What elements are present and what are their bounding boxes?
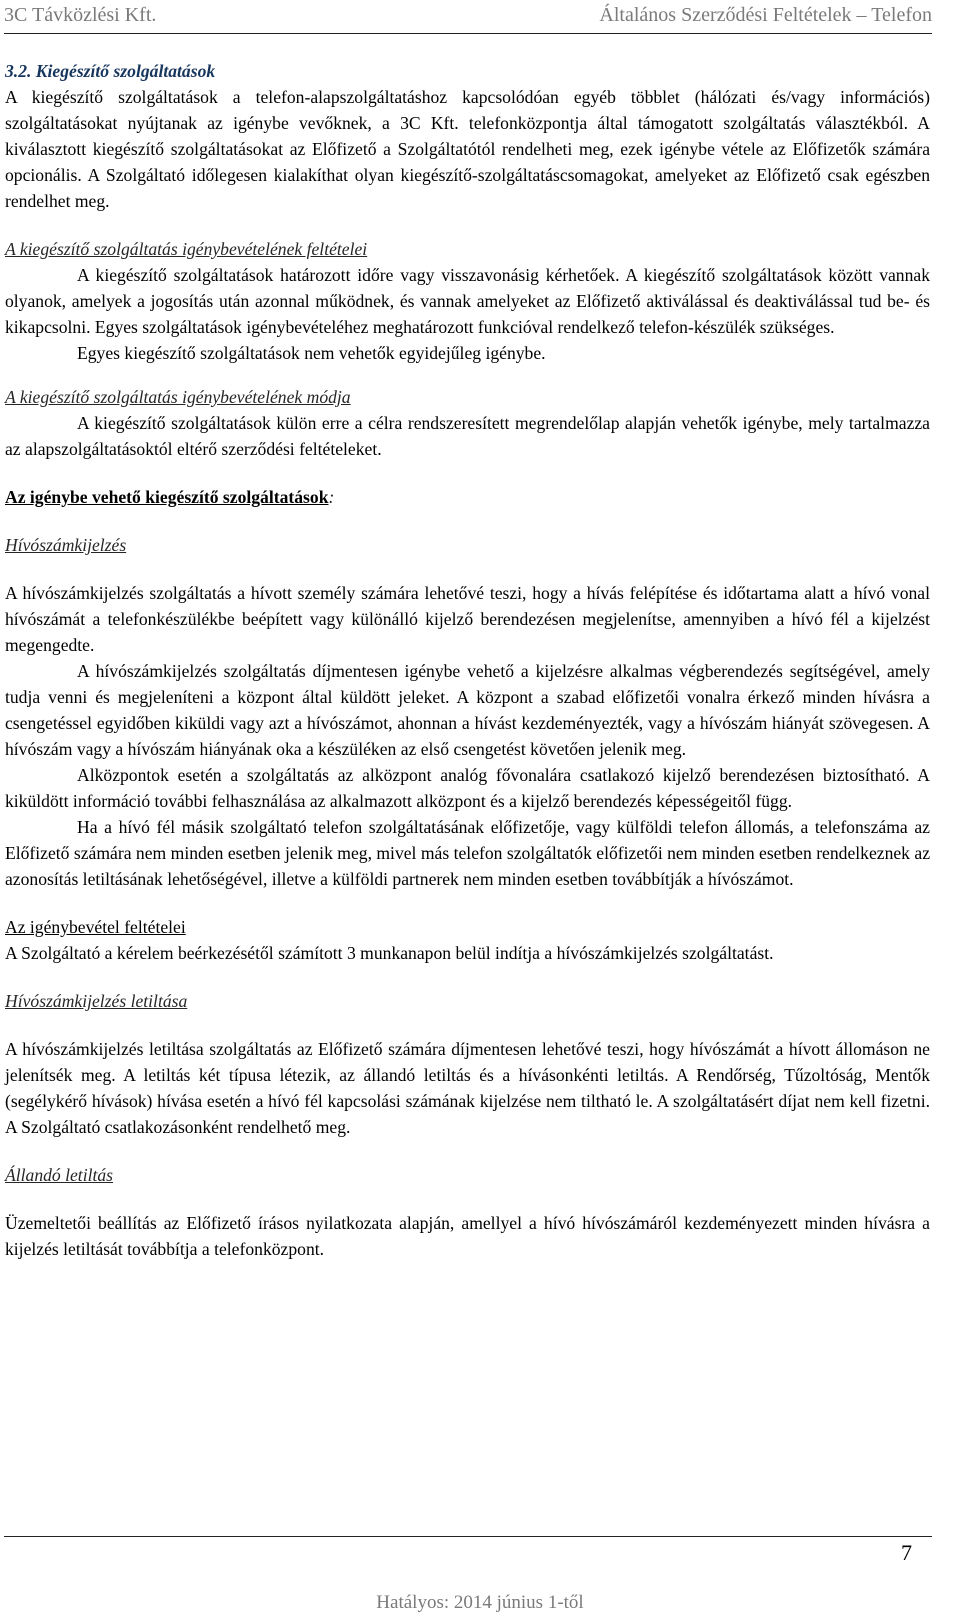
mode-paragraph: A kiegészítő szolgáltatások külön erre a célra rendszeresített megrendelőlap alapján vehetők igénybe, mely tartalmazza az alapszolgáltatásoktól eltérő szerződési feltételeket. (5, 413, 930, 459)
caller-id-conditions-paragraph: A Szolgáltató a kérelem beérkezésétől számított 3 munkanapon belül indítja a hívószámkijelzés szolgáltatást. (5, 943, 774, 963)
header-company: 3C Távközlési Kft. (4, 4, 157, 26)
available-services-title: Az igénybe vehető kiegészítő szolgáltatások (5, 487, 329, 507)
header-doc-title: Általános Szerződési Feltételek – Telefon (599, 4, 932, 26)
available-services-colon: : (328, 487, 335, 507)
caller-id-block-heading: Hívószámkijelzés letiltása (5, 991, 188, 1011)
mode-heading: A kiegészítő szolgáltatás igénybevételének módja (5, 387, 351, 407)
intro-paragraph: A kiegészítő szolgáltatások a telefon-alapszolgáltatáshoz kapcsolódóan egyéb többlet (hálózati és/vagy információs) szolgáltatásokat nyújtanak az igénybe vevőknek, a 3C Kft. telefonközpontja által támogatott szolgáltatás választékból. A kiválasztott kiegészítő szolgáltatásokat az Előfizető a Szolgáltatótól rendelheti meg, ezek igénybe vétele az Előfizetők számára opcionális. A Szolgáltató időlegesen kialakíthat olyan kiegészítő-szolgáltatáscsomagokat, amelyeket az Előfizető csak egészben rendelhet meg. (5, 87, 930, 211)
section-title: 3.2. Kiegészítő szolgáltatások (5, 61, 216, 81)
caller-id-block-paragraph: A hívószámkijelzés letiltása szolgáltatás az Előfizető számára díjmentesen lehetővé teszi, hogy hívószámát a hívott állomáson ne jelenítsék meg. A letiltás két típusa létezik, az állandó letiltás és a hívásonkénti letiltás. A Rendőrség, Tűzoltóság, Mentők (segélykérő hívások) hívása esetén a hívó fél kapcsolási számának kijelzése nem tiltható le. A szolgáltatásért díjat nem kell fizetni. A Szolgáltató csatlakozásonként rendelhető meg. (5, 1039, 930, 1137)
caller-id-heading: Hívószámkijelzés (5, 535, 127, 555)
conditions-heading: A kiegészítő szolgáltatás igénybevételének feltételei (5, 239, 368, 259)
permanent-block-paragraph: Üzemeltetői beállítás az Előfizető írásos nyilatkozata alapján, amellyel a hívó hívószámáról kezdeményezett minden hívásra a kijelzés letiltását továbbítja a telefonközpont. (5, 1213, 930, 1259)
caller-id-conditions-heading: Az igénybevétel feltételei (5, 917, 186, 937)
caller-id-paragraph-1: A hívószámkijelzés szolgáltatás a hívott személy számára lehetővé teszi, hogy a hívás felépítése és időtartama alatt a hívó vonal hívószámát a telefonkészülékbe beépített vagy különálló kijelző berendezésen megjelenítse, amennyiben a hívó fél a kijelzést megengedte. (5, 583, 930, 655)
conditions-paragraph-2: Egyes kiegészítő szolgáltatások nem vehetők egyidejűleg igénybe. (77, 343, 546, 363)
conditions-paragraph-1: A kiegészítő szolgáltatások határozott időre vagy visszavonásig kérhetőek. A kiegészítő szolgáltatások között vannak olyanok, amelyek a jogosítás után azonnal működnek, és vannak amelyeket az Előfizető aktiválással és deaktiválással tud be- és kikapcsolni. Egyes szolgáltatások igénybevételéhez meghatározott funkcióval rendelkező telefon-készülék szükséges. (5, 265, 930, 337)
footer-divider (4, 1536, 932, 1537)
available-services-heading (5, 484, 930, 510)
effective-date: Hatályos: 2014 június 1-től (376, 1592, 584, 1613)
caller-id-paragraph-4: Ha a hívó fél másik szolgáltató telefon szolgáltatásának előfizetője, vagy külföldi telefon állomás, a telefonszáma az Előfizető számára nem minden esetben jelenik meg, mivel más telefon szolgáltatók előfizetői nem minden esetben rendelkeznek az azonosítás letiltásának lehetőségével, illetve a külföldi partnerek nem minden esetben továbbítják a hívószámot. (5, 817, 930, 889)
permanent-block-heading: Állandó letiltás (5, 1165, 114, 1185)
page-number: 7 (901, 1540, 912, 1565)
caller-id-paragraph-3: Alközpontok esetén a szolgáltatás az alközpont analóg fővonalára csatlakozó kijelző berendezésen biztosítható. A kiküldött információ további felhasználása az alkalmazott alközpont és a kijelző berendezés képességeitől függ. (5, 765, 930, 811)
page-header (4, 2, 932, 28)
header-divider (4, 33, 932, 34)
page-content (5, 58, 930, 1262)
caller-id-paragraph-2: A hívószámkijelzés szolgáltatás díjmentesen igénybe vehető a kijelzésre alkalmas végberendezés segítségével, amely tudja venni és megjeleníteni a központ által küldött jeleket. A központ a szabad előfizetői vonalra érkező minden hívásra a csengetéssel egyidőben kiküldi vagy azt a hívószámot, ahonnan a hívást kezdeményezték, vagy a hívószám hiányát szövegesen. A hívószám vagy a hívószám hiányának oka a készüléken az első csengetést követően jelenik meg. (5, 661, 930, 759)
